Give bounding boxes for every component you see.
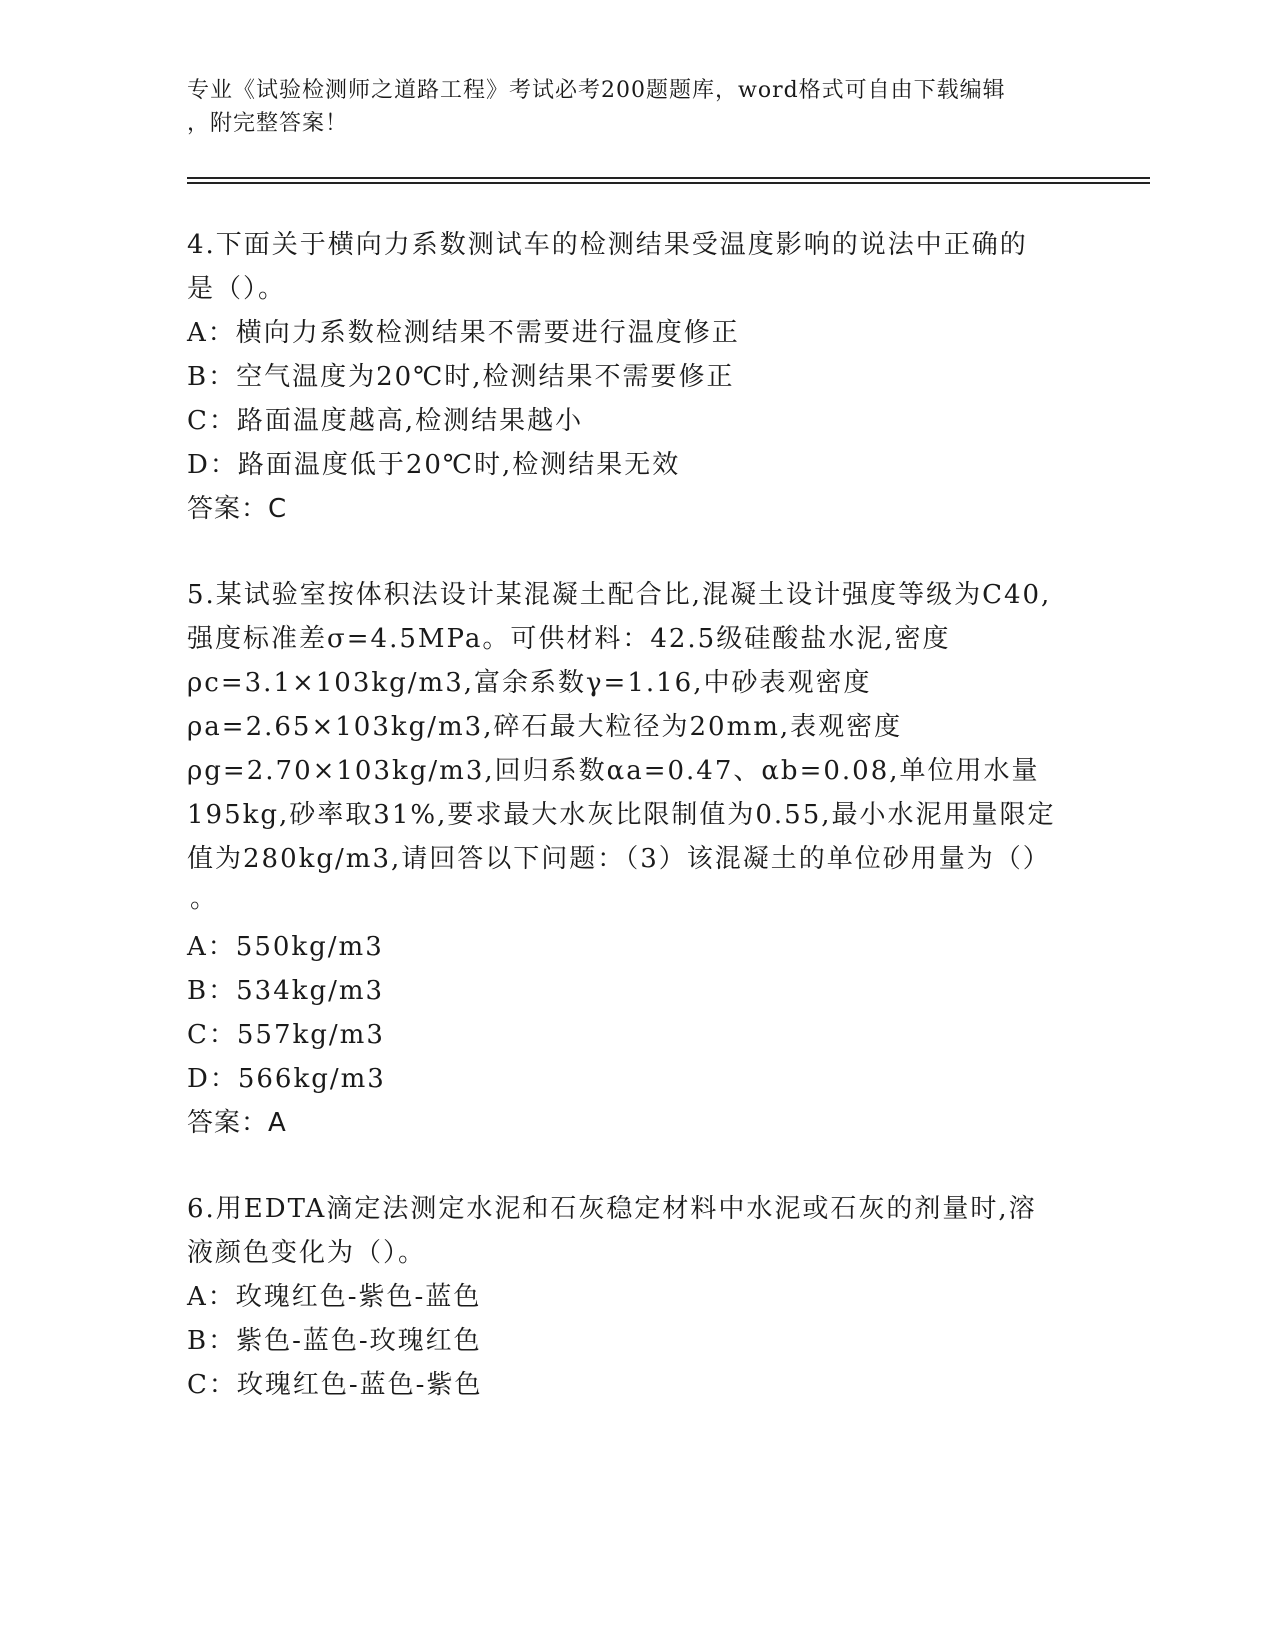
- question-6-option-b: B：紫色-蓝色-玫瑰红色: [187, 1326, 482, 1356]
- header-title-line1: 专业《试验检测师之道路工程》考试必考200题题库，word格式可自由下载编辑: [187, 78, 1006, 103]
- question-5-stem-line5: ρg=2.70×103kg/m3,回归系数αa=0.47、αb=0.08,单位用水量: [187, 756, 1040, 786]
- question-4-stem-line2: 是（）。: [187, 274, 287, 304]
- question-6-option-c: C：玫瑰红色-蓝色-紫色: [187, 1370, 483, 1400]
- header-title-line2: ，附完整答案！: [187, 111, 349, 136]
- question-4-answer: 答案：C: [187, 494, 288, 524]
- question-5-stem-line2: 强度标准差σ=4.5MPa。可供材料：42.5级硅酸盐水泥,密度: [187, 624, 951, 654]
- question-5-stem-line8: 。: [190, 884, 217, 914]
- document-header: [187, 74, 1087, 140]
- question-5-option-d: D：566kg/m3: [187, 1064, 386, 1094]
- question-4-option-a: A：横向力系数检测结果不需要进行温度修正: [187, 318, 740, 348]
- question-6-option-a: A：玫瑰红色-紫色-蓝色: [187, 1282, 482, 1312]
- question-6-stem-line2: 液颜色变化为（）。: [187, 1238, 427, 1268]
- question-5-option-b: B：534kg/m3: [187, 976, 385, 1006]
- question-4-option-b: B：空气温度为20℃时,检测结果不需要修正: [187, 362, 735, 392]
- question-5-stem-line7: 值为280kg/m3,请回答以下问题：（3）该混凝土的单位砂用量为（）: [187, 844, 1051, 874]
- header-divider-top: [187, 177, 1150, 179]
- question-5-answer: 答案：A: [187, 1108, 287, 1138]
- header-divider-bottom: [187, 182, 1150, 184]
- question-6-stem-line1: 6.用EDTA滴定法测定水泥和石灰稳定材料中水泥或石灰的剂量时,溶: [187, 1194, 1037, 1224]
- question-5-stem-line4: ρa=2.65×103kg/m3,碎石最大粒径为20mm,表观密度: [187, 712, 903, 742]
- question-5-option-c: C：557kg/m3: [187, 1020, 385, 1050]
- question-4-stem-line1: 4.下面关于横向力系数测试车的检测结果受温度影响的说法中正确的: [187, 230, 1028, 260]
- question-5-stem-line6: 195kg,砂率取31%,要求最大水灰比限制值为0.55,最小水泥用量限定: [187, 800, 1056, 830]
- question-5-option-a: A：550kg/m3: [187, 932, 384, 962]
- question-5-stem-line1: 5.某试验室按体积法设计某混凝土配合比,混凝土设计强度等级为C40,: [187, 580, 1052, 610]
- question-5-stem-line3: ρc=3.1×103kg/m3,富余系数γ=1.16,中砂表观密度: [187, 668, 872, 698]
- question-4-option-c: C：路面温度越高,检测结果越小: [187, 406, 584, 436]
- question-4-option-d: D：路面温度低于20℃时,检测结果无效: [187, 450, 681, 480]
